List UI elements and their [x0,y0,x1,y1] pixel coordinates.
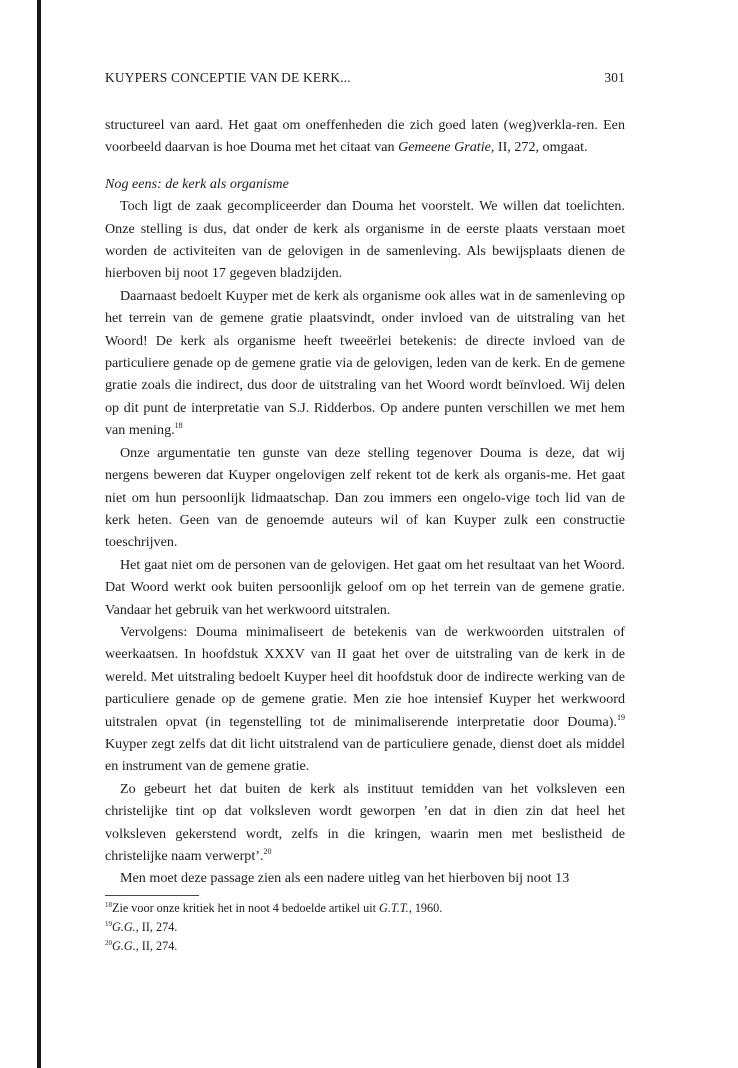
paragraph-4: Onze argumentatie ten gunste van deze stelling tegenover Douma is deze, dat wij nergens beweren dat Kuyper ongelovigen zelf rekent tot de kerk als organis-me. Het gaat niet om hun persoonlijk lidmaatschap. Dan zou immers een ongelo-vige toch lid van de kerk heten. Geen van de genoemde auteurs wil of kan Kuyper zulk een constructie toeschrijven. [105,444,625,551]
footnote-divider [105,895,199,896]
paragraph-3 [105,285,625,442]
document-page [105,70,625,956]
footnote-citation: G.G. [112,919,136,934]
footnote-citation: G.T.T. [379,900,409,915]
section-heading: Nog eens: de kerk als organisme [105,175,289,192]
paragraph-2: Toch ligt de zaak gecompliceerder dan Douma het voorstelt. We willen dat toelichten. Onze stelling is dus, dat onder de kerk als organisme in de eerste plaats verstaan moet worden de activiteiten van de gelovigen in de samenleving. Als bewijsplaats dienen de hierboven bij noot 17 gegeven bladzijden. [105,198,625,282]
footnote-tail: , II, 274. [135,919,178,934]
page-gutter-line [37,0,41,1068]
paragraph-5: Het gaat niet om de personen van de gelovigen. Het gaat om het resultaat van het Woord. Dat Woord werkt ook buiten persoonlijk geloof om op het terrein van de gemene gratie. Vandaar het gebruik van het werkwoord uitstralen. [105,556,625,618]
footnote-tail: , II, 274. [135,938,178,953]
paragraph-1 [105,114,625,159]
body-text [105,114,625,890]
footnote-19 [105,918,625,937]
paragraph-6-tail: Kuyper zegt zelfs dat dit licht uitstralend van de particuliere genade, dienst doet als middel en instrument van de gemene gratie. [105,735,625,775]
footnotes [105,899,625,956]
page-number: 301 [604,70,625,85]
book-title-gemeene-gratie: Gemeene Gratie [398,139,491,156]
footnote-18 [105,899,625,918]
paragraph-7-text: Zo gebeurt het dat buiten de kerk als instituut temidden van het volksleven een christelijke tint op dat volksleven wordt geworpen ’en dat in dien zin dat heel het volksleven gekerstend wordt, zelfs in die kringen, waarin men met beslistheid de christelijke naam verwerpt’. [105,780,625,864]
footnote-tail: , 1960. [408,900,443,915]
paragraph-8: Men moet deze passage zien als een nadere uitleg van het hierboven bij noot 13 [120,870,570,887]
footnote-number: 18 [105,900,112,909]
paragraph-1-text: structureel van aard. Het gaat om oneffenheden die zich goed laten (weg)verkla-ren. Een voorbeeld daarvan is hoe Douma met het citaat van [105,117,625,156]
paragraph-6-text: Vervolgens: Douma minimaliseert de betekenis van de werkwoorden uitstralen of weerkaatsen. In hoofdstuk XXXV van II gaat het over de uitstraling van de kerk in de wereld. Met uitstraling bedoelt Kuyper heel dit hoofdstuk door de indirecte werking van de particuliere genade op de gemene gratie. Men zie hoe intensief Kuyper het werkwoord uitstralen opvat (in tegenstelling tot de minimaliserende interpretatie door Douma). [105,623,625,730]
paragraph-3-text: Daarnaast bedoelt Kuyper met de kerk als organisme ook alles wat in de samenleving op het terrein van de gemene gratie plaatsvindt, onder invloed van de uitstraling van het Woord! De kerk als organisme heeft tweeërlei betekenis: de directe invloed van de particuliere genade op de gemene gratie via de gelovigen, leden van de kerk. En de gemene gratie zoals die indirect, dus door de uitstraling van het Woord wordt beïnvloed. Wij delen op dit punt de interpretatie van S.J. Ridderbos. Op andere punten verschillen we met hem van mening. [105,287,625,439]
running-header [105,70,625,92]
paragraph-1-tail: , II, 272, omgaat. [490,139,588,156]
footnote-ref-19: 19 [617,712,625,722]
footnote-20 [105,937,625,956]
footnote-text: Zie voor onze kritiek het in noot 4 bedoelde artikel uit [112,900,380,915]
footnote-ref-18: 18 [174,421,183,431]
footnote-citation: G.G. [112,938,136,953]
footnote-number: 19 [105,919,112,928]
paragraph-7 [105,778,625,868]
paragraph-6 [105,621,625,778]
running-title: KUYPERS CONCEPTIE VAN DE KERK... [105,70,351,85]
footnote-number: 20 [105,938,112,947]
footnote-ref-20: 20 [263,847,272,856]
